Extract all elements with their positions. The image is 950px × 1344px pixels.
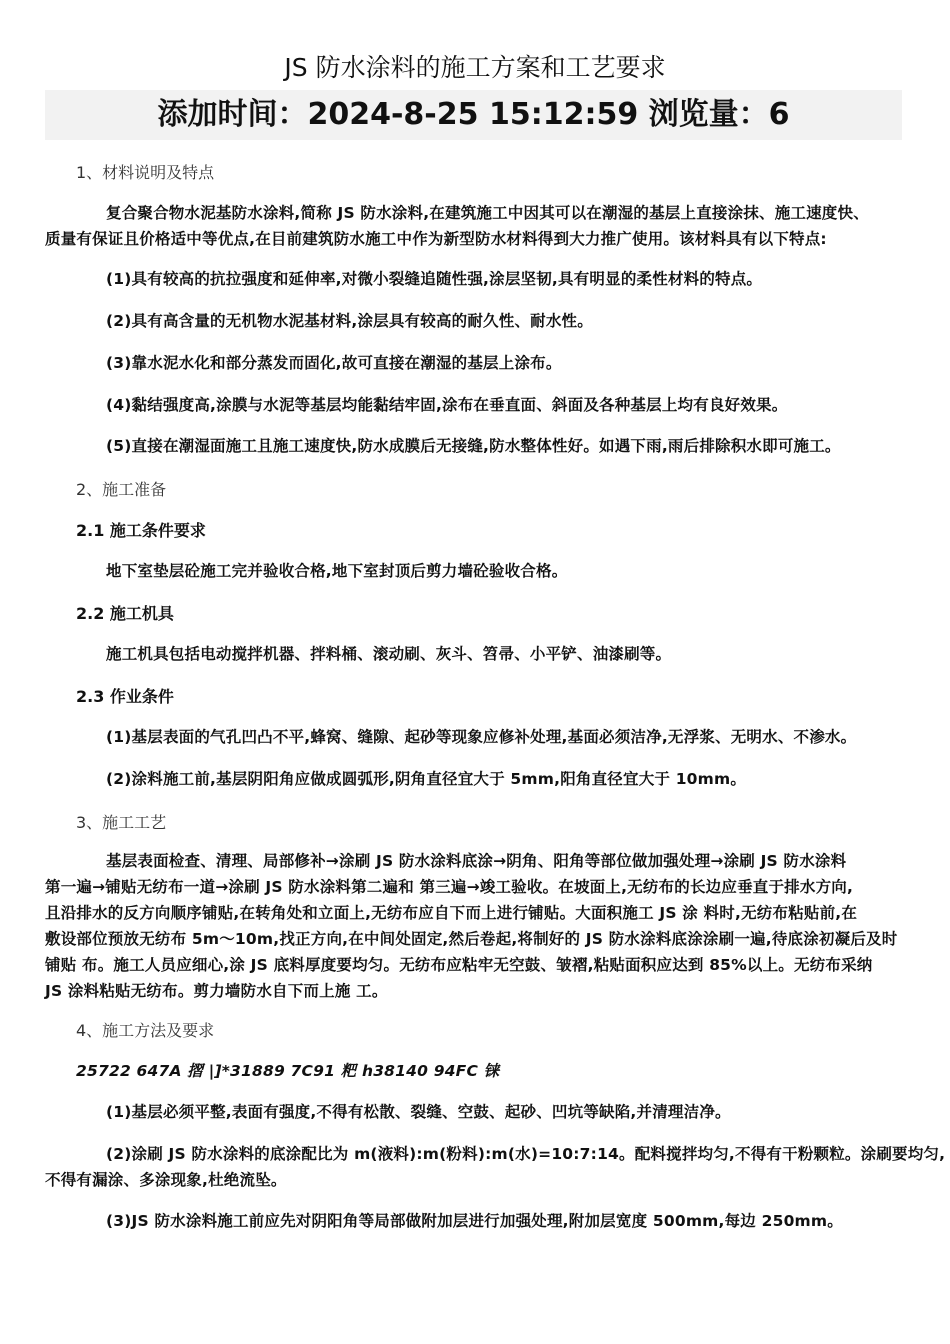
requirement-3: (3)JS 防水涂料施工前应先对阴阳角等局部做附加层进行加强处理,附加层宽度 500mm,每边 250mm。 <box>106 1212 843 1230</box>
subsection-2-1-text: 地下室垫层砼施工完并验收合格,地下室封顶后剪力墙砼验收合格。 <box>106 562 568 580</box>
feature-2: (2)具有高含量的无机物水泥基材料,涂层具有较高的耐久性、耐水性。 <box>106 312 593 330</box>
subsection-2-2-text: 施工机具包括电动搅拌机器、拌料桶、滚动刷、灰斗、笤帚、小平铲、油漆刷等。 <box>106 645 672 663</box>
feature-4: (4)黏结强度高,涂膜与水泥等基层均能黏结牢固,涂布在垂直面、斜面及各种基层上均有良好效果。 <box>106 396 788 414</box>
intro-text-2: 质量有保证且价格适中等优点,在目前建筑防水施工中作为新型防水材料得到大力推广使用。该材料具有以下特点: <box>45 230 827 248</box>
process-line-6 <box>45 976 388 1006</box>
section-4-heading: 4、施工方法及要求 <box>76 1021 215 1040</box>
subsection-2-1-title: 2.1 施工条件要求 <box>76 521 206 540</box>
document-title: JS 防水涂料的施工方案和工艺要求 <box>284 53 666 82</box>
process-text-2: 第一遍→铺贴无纺布一道→涂刷 JS 防水涂料第二遍和 第三遍→竣工验收。在坡面上,无纺布的长边应垂直于排水方向, <box>45 878 854 896</box>
feature-5: (5)直接在潮湿面施工且施工速度快,防水成膜后无接缝,防水整体性好。如遇下雨,雨后排除积水即可施工。 <box>106 437 841 455</box>
section-1-intro-line-2 <box>45 224 827 254</box>
garbled-line: 25722 647A 摺 |]*31889 7C91 粑 h38140 94FC 铼 <box>76 1062 500 1080</box>
condition-1: (1)基层表面的气孔凹凸不平,蜂窝、缝隙、起砂等现象应修补处理,基面必须洁净,无浮浆、无明水、不渗水。 <box>106 728 857 746</box>
section-1-heading: 1、材料说明及特点 <box>76 163 215 182</box>
process-text-3: 且沿排水的反方向顺序铺贴,在转角处和立面上,无纺布应自下而上进行铺贴。大面积施工 JS 涂 料时,无纺布粘贴前,在 <box>45 904 858 922</box>
section-3-heading: 3、施工工艺 <box>76 813 167 832</box>
process-text-6: JS 涂料粘贴无纺布。剪力墙防水自下而上施 工。 <box>45 982 388 1000</box>
requirement-2-text-1: (2)涂刷 JS 防水涂料的底涂配比为 m(液料):m(粉料):m(水)=10:7:14。配料搅拌均匀,不得有干粉颗粒。涂刷要均匀, <box>106 1145 946 1163</box>
meta-info-bar: 添加时间：2024-8-25 15:12:59 浏览量：6 <box>45 90 902 140</box>
feature-3: (3)靠水泥水化和部分蒸发而固化,故可直接在潮湿的基层上涂布。 <box>106 354 562 372</box>
requirement-2-line-2: 不得有漏涂、多涂现象,杜绝流坠。 <box>45 1171 287 1189</box>
process-text-4: 敷设部位预放无纺布 5m～10m,找正方向,在中间处固定,然后卷起,将制好的 JS 防水涂料底涂涂刷一遍,待底涂初凝后及时 <box>45 930 898 948</box>
requirement-1: (1)基层必须平整,表面有强度,不得有松散、裂缝、空鼓、起砂、凹坑等缺陷,并清理洁净。 <box>106 1103 731 1121</box>
section-2-heading: 2、施工准备 <box>76 480 167 499</box>
subsection-2-2-title: 2.2 施工机具 <box>76 604 174 623</box>
process-text-5: 铺贴 布。施工人员应细心,涂 JS 底料厚度要均匀。无纺布应粘牢无空鼓、皱褶,粘贴面积应达到 85%以上。无纺布采纳 <box>45 956 873 974</box>
condition-2: (2)涂料施工前,基层阴阳角应做成圆弧形,阴角直径宜大于 5mm,阳角直径宜大于 10mm。 <box>106 770 747 788</box>
process-text-1: 基层表面检查、清理、局部修补→涂刷 JS 防水涂料底涂→阴角、阳角等部位做加强处理→涂刷 JS 防水涂料 <box>106 852 847 870</box>
intro-text-1: 复合聚合物水泥基防水涂料,简称 JS 防水涂料,在建筑施工中因其可以在潮湿的基层上直接涂抹、施工速度快、 <box>106 204 869 222</box>
feature-1: (1)具有较高的抗拉强度和延伸率,对微小裂缝追随性强,涂层坚韧,具有明显的柔性材料的特点。 <box>106 270 763 288</box>
subsection-2-3-title: 2.3 作业条件 <box>76 687 174 706</box>
